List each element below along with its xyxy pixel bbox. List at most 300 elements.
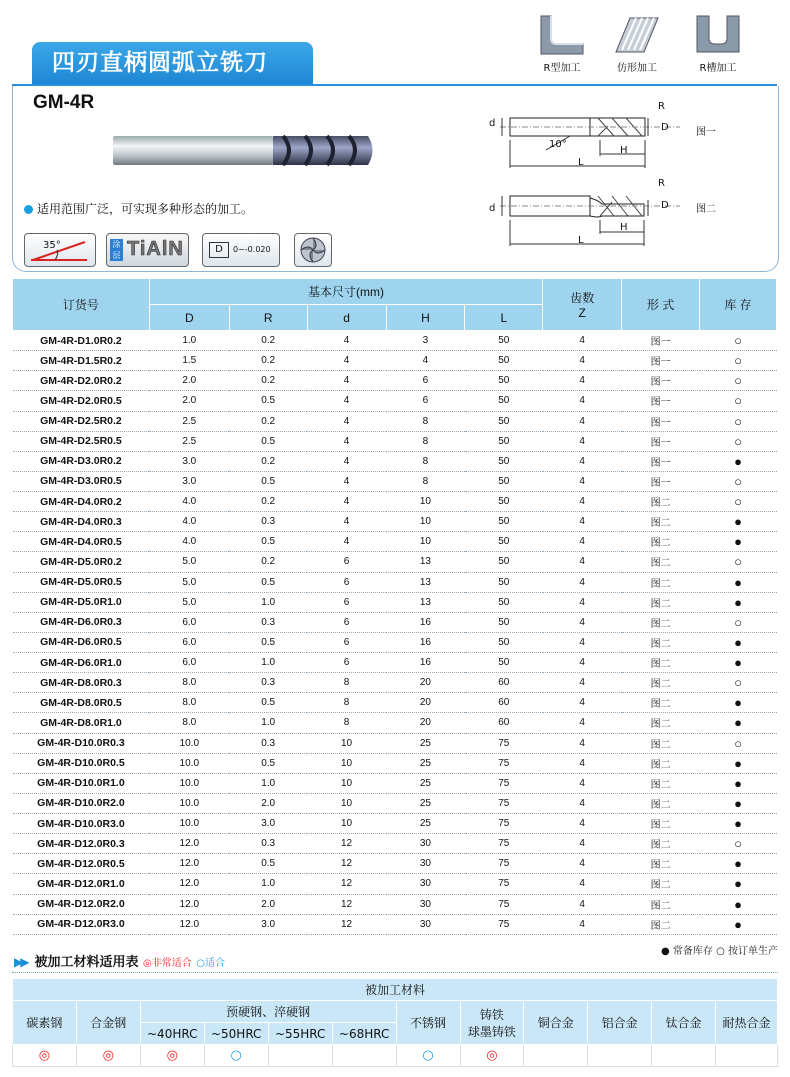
table-cell: 8 [386, 471, 465, 491]
table-cell: 4 [543, 673, 622, 693]
hrc-50: ~50HRC [204, 1023, 268, 1045]
order-code-cell: GM-4R-D2.5R0.5 [13, 431, 150, 451]
table-cell: 图二 [622, 894, 700, 914]
table-cell: 4 [543, 451, 622, 471]
table-cell: 30 [386, 894, 465, 914]
profile-machining-icon [612, 14, 662, 56]
suitability-mark [268, 1045, 332, 1067]
table-cell: 30 [386, 914, 465, 934]
table-cell: 4 [543, 914, 622, 934]
table-cell: 图二 [622, 552, 700, 572]
table-cell: 4 [543, 572, 622, 592]
table-cell: 图二 [622, 653, 700, 673]
table-cell: 2.5 [149, 431, 229, 451]
table-cell: 0.2 [229, 351, 307, 371]
table-cell: 60 [465, 673, 543, 693]
order-code-cell: GM-4R-D2.5R0.2 [13, 411, 150, 431]
stock-cell: ● [700, 632, 777, 652]
table-cell: 4 [543, 612, 622, 632]
suitability-mark [588, 1045, 652, 1067]
table-row [13, 814, 777, 834]
table-cell: 10.0 [149, 753, 229, 773]
stock-cell: ● [700, 512, 777, 532]
table-cell: 图二 [622, 753, 700, 773]
suitability-mark: ◎ [76, 1045, 140, 1067]
table-cell: 75 [465, 753, 543, 773]
table-cell: 0.3 [229, 673, 307, 693]
table-row [13, 773, 777, 793]
profile-machining [602, 14, 672, 74]
section-rule [12, 972, 778, 973]
table-row [13, 492, 777, 512]
table-cell: 6.0 [149, 612, 229, 632]
table-row [13, 471, 777, 491]
table-cell: 50 [465, 371, 543, 391]
table-cell: 1.0 [229, 773, 307, 793]
table-cell: 75 [465, 814, 543, 834]
order-code-cell: GM-4R-D10.0R3.0 [13, 814, 150, 834]
table-cell: 图一 [622, 431, 700, 451]
table-cell: 75 [465, 733, 543, 753]
table-cell: 12 [307, 874, 386, 894]
table-cell: 4 [543, 834, 622, 854]
stock-cell: ● [700, 894, 777, 914]
table-cell: 4.0 [149, 512, 229, 532]
order-code-cell: GM-4R-D4.0R0.5 [13, 532, 150, 552]
table-cell: 图二 [622, 612, 700, 632]
order-code-cell: GM-4R-D8.0R0.5 [13, 693, 150, 713]
materials-group-header: 被加工材料 [13, 979, 778, 1001]
order-code-cell: GM-4R-D5.0R0.5 [13, 572, 150, 592]
order-code-cell: GM-4R-D4.0R0.2 [13, 492, 150, 512]
stock-cell: ○ [700, 371, 777, 391]
table-cell: 5.0 [149, 592, 229, 612]
stock-cell: ● [700, 773, 777, 793]
order-code-cell: GM-4R-D6.0R1.0 [13, 653, 150, 673]
table-cell: 图二 [622, 733, 700, 753]
stock-cell: ○ [700, 834, 777, 854]
table-cell: 1.0 [149, 331, 229, 351]
table-cell: 25 [386, 753, 465, 773]
table-cell: 50 [465, 512, 543, 532]
table-cell: 50 [465, 632, 543, 652]
table-cell: 16 [386, 653, 465, 673]
order-code-cell: GM-4R-D6.0R0.3 [13, 612, 150, 632]
order-code-cell: GM-4R-D10.0R0.3 [13, 733, 150, 753]
tolerance-value: 0~-0.020 [233, 245, 271, 254]
table-cell: 6 [307, 552, 386, 572]
order-code-cell: GM-4R-D10.0R2.0 [13, 793, 150, 813]
table-cell: 25 [386, 814, 465, 834]
material-hardened: 预硬钢、淬硬钢 [140, 1001, 396, 1023]
tolerance-symbol: D [209, 242, 229, 258]
table-cell: 图一 [622, 331, 700, 351]
suitability-mark [332, 1045, 396, 1067]
order-code-cell: GM-4R-D2.0R0.2 [13, 371, 150, 391]
table-cell: 4 [307, 411, 386, 431]
table-cell: 4 [543, 713, 622, 733]
table-cell: 50 [465, 532, 543, 552]
table-cell: 30 [386, 874, 465, 894]
table-cell: 图二 [622, 632, 700, 652]
page-title: 四刃直柄圆弧立铣刀 [32, 42, 313, 84]
dim-H-label: H [620, 222, 628, 233]
stock-cell: ● [700, 653, 777, 673]
order-code-cell: GM-4R-D10.0R0.5 [13, 753, 150, 773]
header-L: L [465, 305, 543, 331]
table-cell: 4 [543, 854, 622, 874]
cast-iron-label: 铸铁 [479, 1007, 504, 1022]
table-cell: 6 [386, 371, 465, 391]
table-cell: 50 [465, 612, 543, 632]
table-cell: 4 [386, 351, 465, 371]
order-code-cell: GM-4R-D8.0R0.3 [13, 673, 150, 693]
table-cell: 图二 [622, 834, 700, 854]
table-cell: 4 [543, 733, 622, 753]
table-cell: 12.0 [149, 854, 229, 874]
table-cell: 12 [307, 834, 386, 854]
materials-table [12, 978, 778, 1067]
table-cell: 1.5 [149, 351, 229, 371]
table-cell: 10 [307, 793, 386, 813]
table-cell: 2.0 [149, 391, 229, 411]
table-cell: 25 [386, 773, 465, 793]
table-cell: 12 [307, 914, 386, 934]
order-code-cell: GM-4R-D4.0R0.3 [13, 512, 150, 532]
table-cell: 0.3 [229, 612, 307, 632]
table-cell: 4 [543, 492, 622, 512]
helix-angle-badge [24, 233, 96, 267]
table-cell: 4 [543, 371, 622, 391]
r-groove-machining [683, 14, 753, 74]
table-cell: 20 [386, 693, 465, 713]
dim-D-label: D [661, 200, 669, 211]
table-cell: 4 [543, 411, 622, 431]
table-row [13, 331, 777, 351]
header-teeth [543, 279, 622, 331]
dim-R-label: R [658, 101, 665, 112]
stock-cell: ● [700, 532, 777, 552]
helix-angle-text: 35° [43, 240, 61, 251]
table-cell: 3 [386, 331, 465, 351]
table-cell: 8.0 [149, 673, 229, 693]
dim-H-label: H [620, 145, 628, 156]
teeth-z-label: Z [578, 306, 586, 320]
table-cell: 50 [465, 653, 543, 673]
table-row [13, 532, 777, 552]
table-cell: 6.0 [149, 653, 229, 673]
header-stock: 库 存 [700, 279, 777, 331]
table-cell: 30 [386, 834, 465, 854]
table-cell: 10 [307, 753, 386, 773]
table-cell: 10 [386, 532, 465, 552]
header-basic-size: 基本尺寸(mm) [149, 279, 542, 305]
table-cell: 0.5 [229, 391, 307, 411]
table-cell: 6 [307, 592, 386, 612]
table-cell: 0.5 [229, 753, 307, 773]
table-cell: 16 [386, 612, 465, 632]
table-cell: 12 [307, 854, 386, 874]
table-cell: 60 [465, 713, 543, 733]
table-cell: 50 [465, 411, 543, 431]
order-code-cell: GM-4R-D2.0R0.5 [13, 391, 150, 411]
table-cell: 图一 [622, 451, 700, 471]
suitability-mark: ◎ [460, 1045, 524, 1067]
table-cell: 8.0 [149, 713, 229, 733]
table-row [13, 653, 777, 673]
table-row [13, 673, 777, 693]
table-cell: 12.0 [149, 834, 229, 854]
machining-label: 仿形加工 [617, 63, 657, 74]
stock-cell: ○ [700, 733, 777, 753]
table-cell: 10 [307, 773, 386, 793]
table-cell: 4 [543, 592, 622, 612]
stock-legend: ● 常备库存 ○ 按订单生产 [661, 946, 778, 957]
materials-marks-row [13, 1045, 778, 1067]
table-cell: 4 [543, 391, 622, 411]
table-cell: 4 [307, 431, 386, 451]
table-cell: 0.5 [229, 431, 307, 451]
table-cell: 50 [465, 451, 543, 471]
table-cell: 4 [543, 693, 622, 713]
table-cell: 4 [543, 894, 622, 914]
angle-label: 10° [549, 139, 567, 150]
stock-cell: ○ [700, 612, 777, 632]
four-flute-badge [294, 233, 332, 267]
material-aluminum: 铝合金 [588, 1001, 652, 1045]
table-row [13, 894, 777, 914]
suitable-note: ○适合 [196, 958, 226, 969]
stock-cell: ○ [700, 431, 777, 451]
table-cell: 0.3 [229, 512, 307, 532]
order-code-cell: GM-4R-D3.0R0.5 [13, 471, 150, 491]
order-code-cell: GM-4R-D3.0R0.2 [13, 451, 150, 471]
table-cell: 16 [386, 632, 465, 652]
table-cell: 0.2 [229, 552, 307, 572]
table-cell: 50 [465, 431, 543, 451]
table-cell: 4 [543, 471, 622, 491]
table-cell: 13 [386, 572, 465, 592]
coating-label: 涂层 [110, 239, 123, 261]
table-cell: 4 [543, 552, 622, 572]
dim-L-label: L [578, 235, 584, 246]
table-cell: 25 [386, 733, 465, 753]
figure-2-label: 图二 [696, 204, 716, 215]
tolerance-badge [202, 233, 280, 267]
table-cell: 图二 [622, 874, 700, 894]
stock-cell: ● [700, 914, 777, 934]
table-cell: 1.0 [229, 592, 307, 612]
bullet-icon [24, 205, 33, 214]
spec-table [12, 278, 777, 935]
order-code-cell: GM-4R-D12.0R2.0 [13, 894, 150, 914]
table-cell: 2.0 [149, 371, 229, 391]
table-cell: 3.0 [149, 471, 229, 491]
table-row [13, 874, 777, 894]
header-H: H [386, 305, 465, 331]
table-cell: 图二 [622, 673, 700, 693]
dim-L-label: L [578, 157, 584, 168]
table-cell: 10 [307, 814, 386, 834]
material-titanium: 钛合金 [652, 1001, 716, 1045]
table-cell: 4 [543, 653, 622, 673]
table-cell: 图一 [622, 471, 700, 491]
stock-cell: ○ [700, 492, 777, 512]
table-cell: 50 [465, 592, 543, 612]
table-cell: 0.5 [229, 632, 307, 652]
order-code-cell: GM-4R-D1.5R0.2 [13, 351, 150, 371]
table-cell: 图二 [622, 854, 700, 874]
table-cell: 20 [386, 713, 465, 733]
dim-d-label: d [489, 203, 496, 214]
table-row [13, 612, 777, 632]
table-cell: 50 [465, 552, 543, 572]
order-code-cell: GM-4R-D12.0R0.3 [13, 834, 150, 854]
table-cell: 0.2 [229, 411, 307, 431]
suitability-mark [524, 1045, 588, 1067]
table-cell: 75 [465, 773, 543, 793]
dim-R-label: R [658, 178, 665, 189]
stock-cell: ● [700, 874, 777, 894]
table-cell: 4 [307, 532, 386, 552]
end-mill-photo [113, 133, 378, 168]
stock-cell: ○ [700, 411, 777, 431]
table-cell: 75 [465, 874, 543, 894]
table-cell: 0.5 [229, 532, 307, 552]
material-cast-iron [460, 1001, 524, 1045]
hrc-40: ~40HRC [140, 1023, 204, 1045]
table-cell: 50 [465, 331, 543, 351]
order-code-cell: GM-4R-D5.0R0.2 [13, 552, 150, 572]
table-cell: 8 [386, 411, 465, 431]
table-cell: 2.0 [229, 793, 307, 813]
r-type-machining [527, 14, 597, 74]
header-order-no: 订货号 [13, 279, 150, 331]
table-cell: 10.0 [149, 733, 229, 753]
table-cell: 75 [465, 894, 543, 914]
header-d: d [307, 305, 386, 331]
ductile-iron-label: 球墨铸铁 [467, 1024, 516, 1039]
material-copper: 铜合金 [524, 1001, 588, 1045]
table-cell: 3.0 [149, 451, 229, 471]
table-cell: 0.3 [229, 834, 307, 854]
model-name: GM-4R [33, 92, 95, 113]
table-row [13, 733, 777, 753]
table-cell: 4 [543, 431, 622, 451]
table-cell: 10.0 [149, 793, 229, 813]
table-cell: 12.0 [149, 874, 229, 894]
order-code-cell: GM-4R-D12.0R1.0 [13, 874, 150, 894]
table-cell: 0.2 [229, 371, 307, 391]
table-row [13, 713, 777, 733]
table-cell: 75 [465, 793, 543, 813]
table-cell: 图二 [622, 713, 700, 733]
material-stainless: 不锈钢 [396, 1001, 460, 1045]
table-cell: 4 [543, 532, 622, 552]
stock-cell: ● [700, 793, 777, 813]
double-arrow-icon: ▶▶ [14, 955, 27, 969]
table-cell: 4 [307, 331, 386, 351]
table-cell: 4 [543, 753, 622, 773]
table-cell: 10 [307, 733, 386, 753]
table-cell: 0.5 [229, 572, 307, 592]
header-form: 形 式 [622, 279, 700, 331]
table-cell: 8 [386, 431, 465, 451]
table-cell: 10 [386, 512, 465, 532]
table-cell: 50 [465, 572, 543, 592]
very-suitable-note: ◎非常适合 [143, 958, 192, 969]
table-cell: 4 [543, 773, 622, 793]
r-type-machining-icon [537, 14, 587, 56]
table-cell: 6.0 [149, 632, 229, 652]
table-cell: 图一 [622, 351, 700, 371]
table-cell: 25 [386, 793, 465, 813]
coating-badge [106, 233, 189, 267]
table-cell: 0.2 [229, 451, 307, 471]
table-cell: 12.0 [149, 914, 229, 934]
hrc-55: ~55HRC [268, 1023, 332, 1045]
stock-cell: ○ [700, 351, 777, 371]
stock-cell: ● [700, 572, 777, 592]
stock-cell: ● [700, 592, 777, 612]
stock-cell: ● [700, 713, 777, 733]
table-cell: 50 [465, 391, 543, 411]
table-cell: 4 [307, 371, 386, 391]
table-row [13, 431, 777, 451]
table-row [13, 371, 777, 391]
suitability-mark: ◎ [13, 1045, 77, 1067]
table-cell: 50 [465, 471, 543, 491]
suitability-mark: ○ [396, 1045, 460, 1067]
table-cell: 12 [307, 894, 386, 914]
stock-cell: ● [700, 814, 777, 834]
table-cell: 13 [386, 552, 465, 572]
stock-cell: ● [700, 854, 777, 874]
table-row [13, 351, 777, 371]
order-code-cell: GM-4R-D1.0R0.2 [13, 331, 150, 351]
r-groove-machining-icon [693, 14, 743, 56]
stock-cell: ○ [700, 552, 777, 572]
table-cell: 图二 [622, 773, 700, 793]
table-cell: 6 [307, 632, 386, 652]
table-cell: 0.5 [229, 854, 307, 874]
table-cell: 4 [307, 451, 386, 471]
table-cell: 4 [307, 351, 386, 371]
table-cell: 4 [543, 874, 622, 894]
materials-title: 被加工材料适用表 [34, 955, 139, 970]
table-cell: 4 [543, 793, 622, 813]
table-cell: 8 [386, 451, 465, 471]
stock-cell: ○ [700, 391, 777, 411]
table-cell: 8 [307, 693, 386, 713]
table-cell: 图二 [622, 693, 700, 713]
table-cell: 5.0 [149, 552, 229, 572]
table-cell: 75 [465, 854, 543, 874]
table-cell: 4 [307, 512, 386, 532]
description-text: 适用范围广泛，可实现多种形态的加工。 [37, 202, 254, 216]
table-cell: 4 [543, 814, 622, 834]
table-row [13, 854, 777, 874]
material-alloy: 合金钢 [76, 1001, 140, 1045]
table-cell: 50 [465, 492, 543, 512]
table-cell: 图二 [622, 793, 700, 813]
table-cell: 0.2 [229, 331, 307, 351]
table-row [13, 411, 777, 431]
table-cell: 5.0 [149, 572, 229, 592]
table-row [13, 632, 777, 652]
material-heat-resistant: 耐热合金 [716, 1001, 778, 1045]
suitability-mark [716, 1045, 778, 1067]
